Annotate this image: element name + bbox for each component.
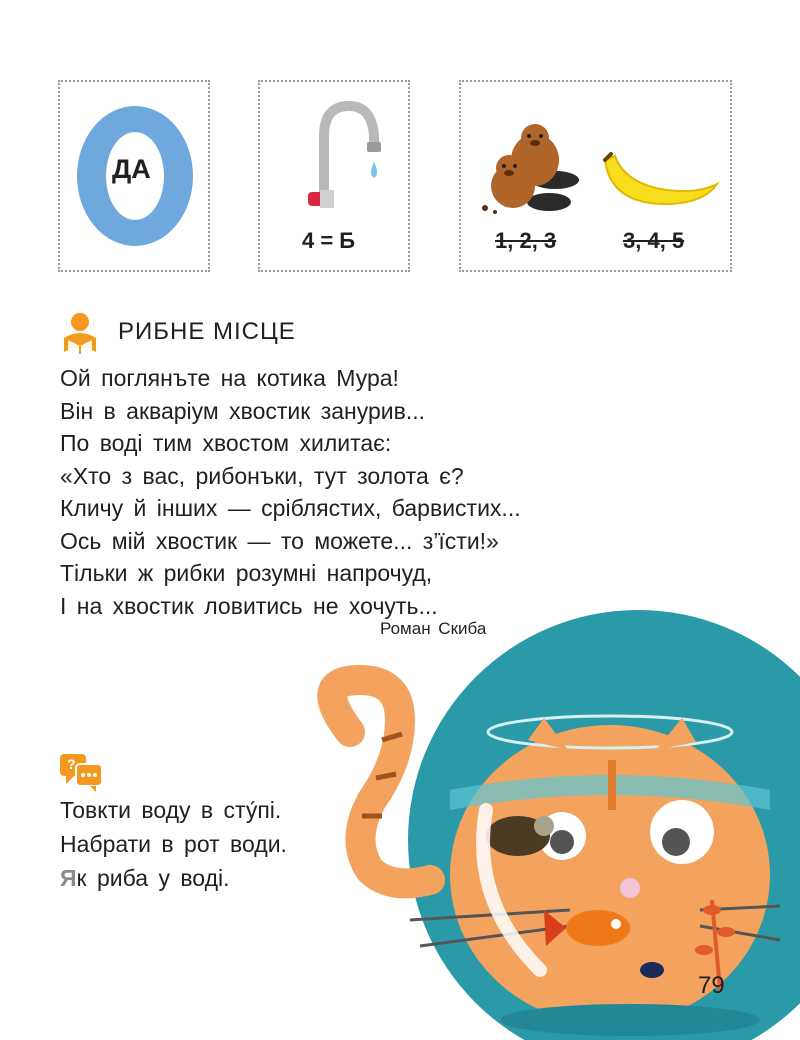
idiom-phrases bbox=[60, 793, 287, 895]
section-title: РИБНЕ МІСЦЕ bbox=[118, 318, 296, 345]
poem-line: І на хвостик ловитись не хочуть... bbox=[60, 592, 438, 619]
phrase-line: Набрати в рот води. bbox=[60, 831, 287, 857]
banana-image bbox=[601, 150, 721, 214]
poem-line: Ось мій хвостик — то можете... з’їсти!» bbox=[60, 527, 499, 554]
rebus-inner-text: ДА bbox=[112, 154, 151, 184]
faucet-image bbox=[294, 96, 394, 208]
poem-line: Тільки ж рибки розумні напрочуд, bbox=[60, 560, 433, 586]
rebus-box-letter bbox=[58, 80, 210, 272]
rebus-left-caption: 1, 2, 3 bbox=[495, 228, 557, 253]
poem-line: Він в акваріум хвостик занурив... bbox=[60, 397, 425, 424]
poem bbox=[60, 362, 521, 622]
rebus-box-beavers-banana bbox=[459, 80, 732, 272]
speech-bubbles-icon bbox=[58, 752, 106, 792]
poem-line: «Хто з вас, рибонъки, тут золота є? bbox=[60, 462, 464, 489]
rebus-caption: 4 = Б bbox=[302, 228, 356, 253]
page-number: 79 bbox=[698, 972, 725, 999]
rebus-right-caption: 3, 4, 5 bbox=[623, 228, 685, 253]
poem-line: Кличу й інших — сріблястих, барвистих... bbox=[60, 495, 521, 521]
poem-line: Ой поглянъте на котика Мура! bbox=[60, 365, 399, 391]
phrase-line-rest: к риба у воді. bbox=[76, 865, 230, 891]
poem-author: Роман Скиба bbox=[380, 619, 487, 638]
poem-line: По воді тим хвостом хилитає: bbox=[60, 430, 392, 456]
reading-person-icon bbox=[58, 312, 102, 358]
svg-text:?: ? bbox=[67, 756, 76, 772]
phrase-accent-letter: Я bbox=[60, 865, 77, 891]
phrase-line bbox=[60, 861, 287, 895]
beavers-image bbox=[473, 122, 593, 218]
rebus-box-faucet bbox=[258, 80, 410, 272]
phrase-line: Товкти воду в сту́пі. bbox=[60, 797, 282, 823]
cat-fishbowl-illustration bbox=[300, 610, 800, 1040]
